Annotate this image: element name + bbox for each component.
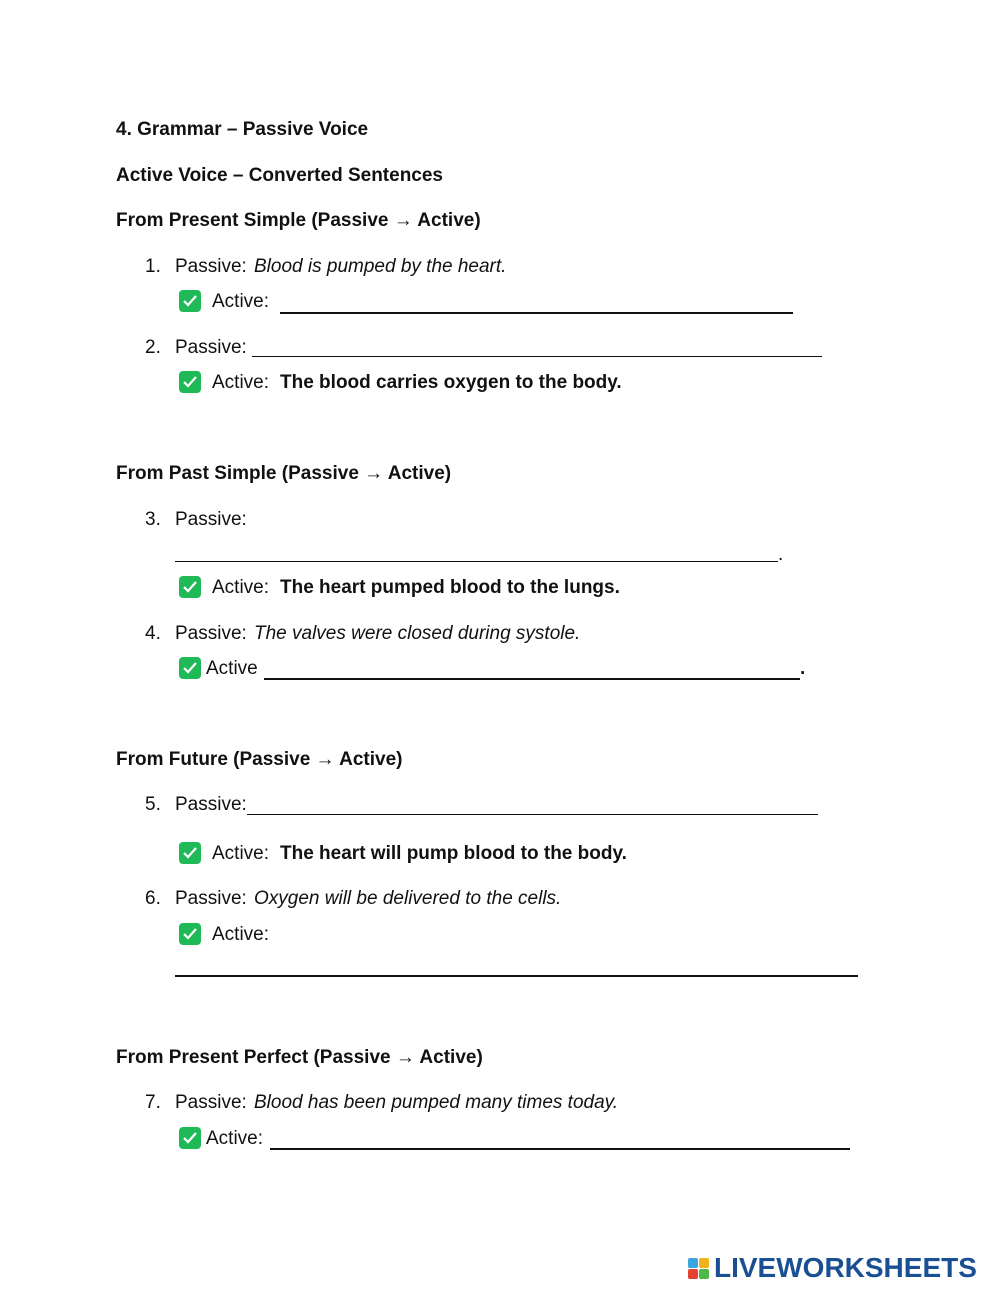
check-box-icon <box>179 371 201 393</box>
section-title-present-perfect: From Present Perfect (Passive → Active) <box>116 1047 483 1068</box>
item-number: 2. <box>145 337 161 358</box>
passive-label: Passive: <box>175 1092 247 1113</box>
active-label: Active <box>206 658 258 679</box>
active-answer-blank[interactable] <box>264 678 800 680</box>
logo-mark-icon <box>688 1258 710 1280</box>
liveworksheets-logo <box>688 1254 988 1284</box>
period: . <box>778 544 784 565</box>
passive-sentence: Blood is pumped by the heart. <box>254 256 507 277</box>
passive-answer-blank[interactable] <box>252 356 822 357</box>
item-number: 3. <box>145 509 161 530</box>
passive-label: Passive: <box>175 888 247 909</box>
passive-sentence: Oxygen will be delivered to the cells. <box>254 888 562 909</box>
passive-sentence: The valves were closed during systole. <box>254 623 581 644</box>
active-answer-blank[interactable] <box>175 975 858 977</box>
logo-text: LIVEWORKSHEETS <box>714 1252 977 1283</box>
worksheet-subheading: Active Voice – Converted Sentences <box>116 165 443 186</box>
active-label: Active: <box>206 1128 264 1149</box>
passive-answer-blank[interactable] <box>247 814 818 815</box>
passive-label: Passive: <box>175 794 247 815</box>
active-sentence: The blood carries oxygen to the body. <box>280 372 622 393</box>
worksheet-heading: 4. Grammar – Passive Voice <box>116 119 369 140</box>
active-label: Active: <box>212 843 270 864</box>
active-label: Active: <box>212 291 270 312</box>
check-box-icon <box>179 657 201 679</box>
active-sentence: The heart pumped blood to the lungs. <box>280 577 620 598</box>
item-number: 7. <box>145 1092 161 1113</box>
check-box-icon <box>179 1127 201 1149</box>
active-answer-blank[interactable] <box>270 1148 850 1150</box>
passive-answer-blank[interactable] <box>175 561 778 562</box>
check-box-icon <box>179 842 201 864</box>
section-title-present-simple: From Present Simple (Passive → Active) <box>116 210 481 231</box>
item-number: 6. <box>145 888 161 909</box>
check-box-icon <box>179 923 201 945</box>
check-box-icon <box>179 576 201 598</box>
passive-sentence: Blood has been pumped many times today. <box>254 1092 619 1113</box>
check-box-icon <box>179 290 201 312</box>
section-title-past-simple: From Past Simple (Passive → Active) <box>116 463 452 484</box>
item-number: 5. <box>145 794 161 815</box>
passive-label: Passive: <box>175 509 247 530</box>
period: . <box>800 658 806 679</box>
passive-label: Passive: <box>175 256 247 277</box>
section-title-future: From Future (Passive → Active) <box>116 749 403 770</box>
active-label: Active: <box>212 924 270 945</box>
active-answer-blank[interactable] <box>280 312 793 314</box>
passive-label: Passive: <box>175 337 247 358</box>
passive-label: Passive: <box>175 623 247 644</box>
item-number: 1. <box>145 256 161 277</box>
active-label: Active: <box>212 372 270 393</box>
active-sentence: The heart will pump blood to the body. <box>280 843 627 864</box>
active-label: Active: <box>212 577 270 598</box>
item-number: 4. <box>145 623 161 644</box>
